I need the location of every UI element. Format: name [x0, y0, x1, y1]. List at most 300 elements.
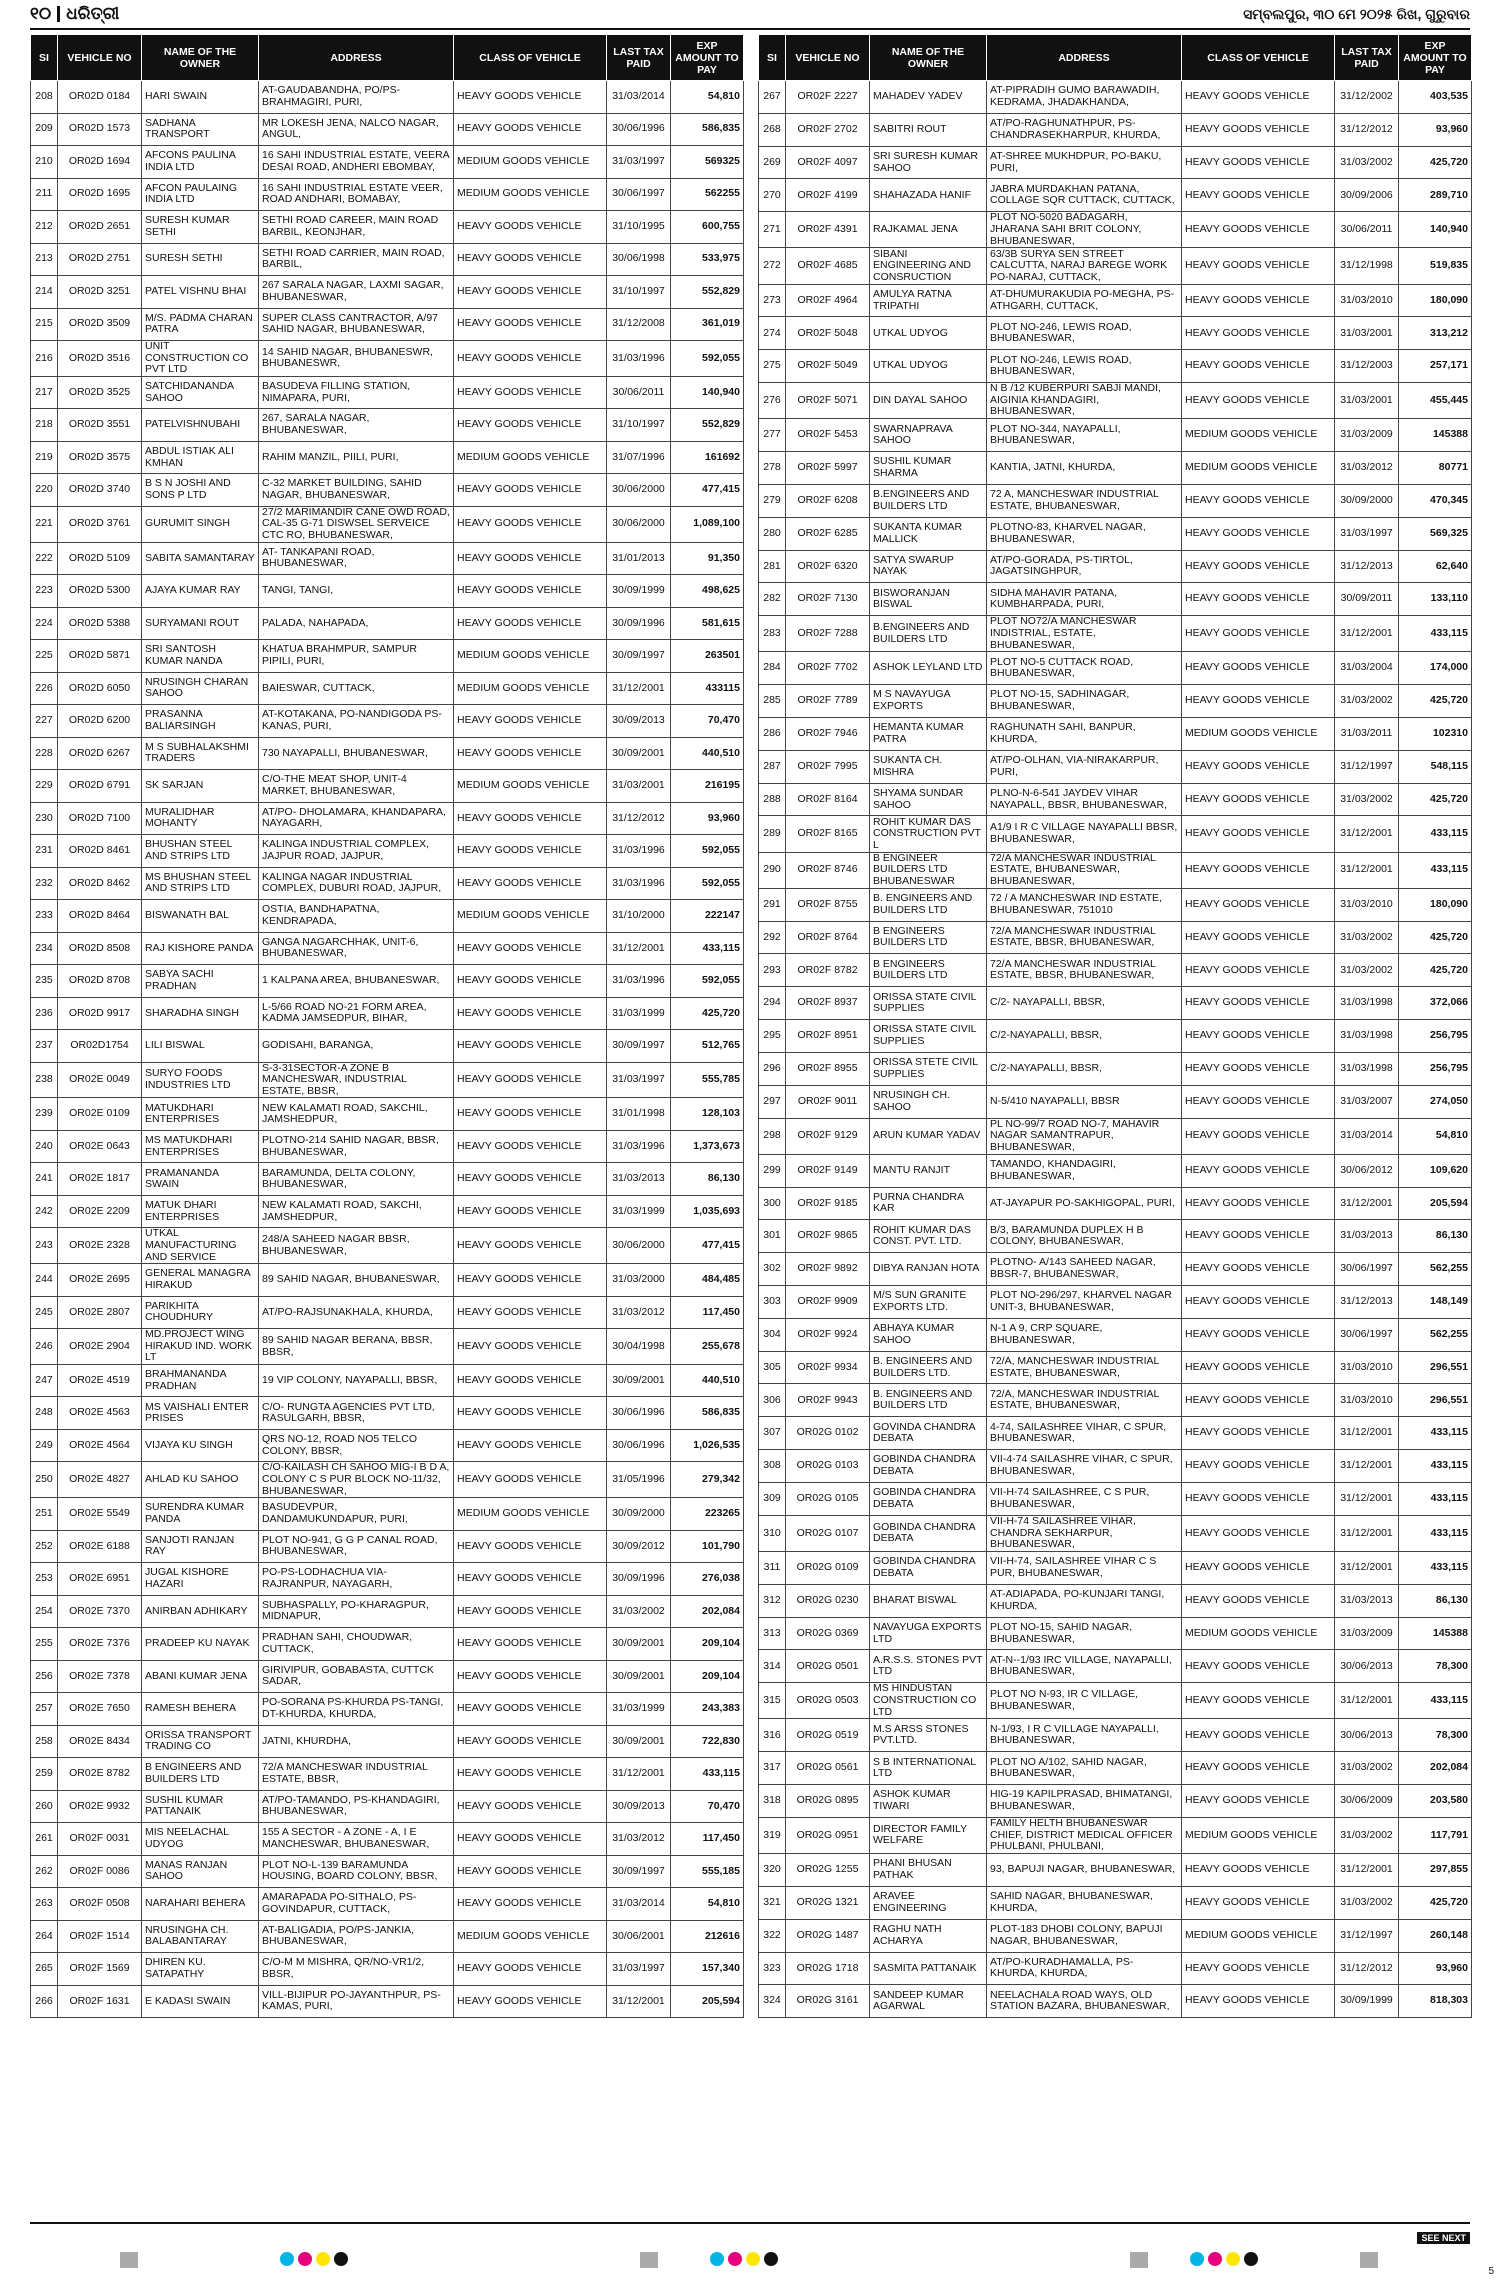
cell-owner-name: GOBINDA CHANDRA DEBATA — [870, 1515, 987, 1551]
cell-address: KHATUA BRAHMPUR, SAMPUR PIPILI, PURI, — [259, 640, 454, 673]
cell-vehicle-class: HEAVY GOODS VEHICLE — [1182, 317, 1335, 350]
cell-si: 257 — [31, 1693, 58, 1726]
cell-vehicle-no: OR02G 0369 — [786, 1617, 870, 1650]
cell-last-tax-paid: 31/12/2008 — [607, 308, 671, 341]
cell-last-tax-paid: 31/03/2002 — [1335, 954, 1399, 987]
table-row — [31, 867, 744, 900]
cell-last-tax-paid: 31/03/1998 — [1335, 1020, 1399, 1053]
footer-rule — [30, 2222, 1470, 2224]
cell-exp-amount: 586,835 — [671, 1397, 744, 1430]
cell-exp-amount: 470,345 — [1399, 484, 1472, 517]
table-row — [759, 852, 1472, 888]
cell-owner-name: SUKANTA CH. MISHRA — [870, 750, 987, 783]
cell-si: 251 — [31, 1498, 58, 1531]
cell-vehicle-class: HEAVY GOODS VEHICLE — [454, 211, 607, 244]
cell-address: OSTIA, BANDHAPATNA, KENDRAPADA, — [259, 900, 454, 933]
cell-si: 311 — [759, 1551, 786, 1584]
table-row — [31, 1693, 744, 1726]
cell-exp-amount: 80771 — [1399, 452, 1472, 485]
table-row — [759, 1020, 1472, 1053]
table-row — [759, 1886, 1472, 1919]
cell-address: AT/PO-RAJSUNAKHALA, KHURDA, — [259, 1296, 454, 1329]
cell-vehicle-class: HEAVY GOODS VEHICLE — [1182, 1752, 1335, 1785]
cell-vehicle-no: OR02F 8951 — [786, 1020, 870, 1053]
cell-last-tax-paid: 31/03/2002 — [1335, 783, 1399, 816]
cell-exp-amount: 433,115 — [1399, 816, 1472, 852]
cell-owner-name: M S SUBHALAKSHMI TRADERS — [142, 737, 259, 770]
cell-last-tax-paid: 31/12/1998 — [1335, 248, 1399, 284]
cell-vehicle-no: OR02D 6200 — [58, 705, 142, 738]
cell-owner-name: MIS NEELACHAL UDYOG — [142, 1823, 259, 1856]
cell-vehicle-no: OR02E 8434 — [58, 1725, 142, 1758]
table-row — [31, 1953, 744, 1986]
cell-last-tax-paid: 30/06/2011 — [607, 376, 671, 409]
cell-address: SUBHASPALLY, PO-KHARAGPUR, MIDNAPUR, — [259, 1595, 454, 1628]
cell-exp-amount: 433,115 — [1399, 1551, 1472, 1584]
cell-address: PLOT NO-15, SADHINAGAR, BHUBANESWAR, — [987, 685, 1182, 718]
cell-exp-amount: 276,038 — [671, 1563, 744, 1596]
cell-si: 237 — [31, 1030, 58, 1063]
cell-si: 232 — [31, 867, 58, 900]
cell-vehicle-no: OR02D 8708 — [58, 965, 142, 998]
cell-vehicle-no: OR02D 1694 — [58, 146, 142, 179]
cell-si: 308 — [759, 1450, 786, 1483]
date-line: ସମ୍ବଲପୁର, ୩୦ ମେ ୨୦୨୫ ରିଖ, ଗୁରୁବାର — [1243, 5, 1470, 22]
cell-exp-amount: 86,130 — [1399, 1220, 1472, 1253]
cell-vehicle-no: OR02D 9917 — [58, 997, 142, 1030]
cell-address: 72/A, MANCHESWAR INDUSTRIAL ESTATE, BHUBANESWAR, — [987, 1384, 1182, 1417]
cell-exp-amount: 477,415 — [671, 474, 744, 507]
cell-last-tax-paid: 31/03/1997 — [1335, 517, 1399, 550]
cell-vehicle-class: HEAVY GOODS VEHICLE — [1182, 1785, 1335, 1818]
cell-owner-name: GOBINDA CHANDRA DEBATA — [870, 1482, 987, 1515]
cell-last-tax-paid: 31/07/1996 — [607, 441, 671, 474]
cell-vehicle-no: OR02E 2904 — [58, 1329, 142, 1365]
cell-si: 323 — [759, 1952, 786, 1985]
cell-last-tax-paid: 31/03/2013 — [607, 1163, 671, 1196]
cell-si: 267 — [759, 81, 786, 114]
cell-si: 229 — [31, 770, 58, 803]
cell-exp-amount: 70,470 — [671, 1790, 744, 1823]
cell-si: 243 — [31, 1228, 58, 1264]
cell-owner-name: NRUSINGH CH. SAHOO — [870, 1085, 987, 1118]
cell-address: BARAMUNDA, DELTA COLONY, BHUBANESWAR, — [259, 1163, 454, 1196]
cell-si: 274 — [759, 317, 786, 350]
cell-vehicle-no: OR02D 8464 — [58, 900, 142, 933]
cell-vehicle-no: OR02E 7370 — [58, 1595, 142, 1628]
cell-owner-name: PARIKHITA CHOUDHURY — [142, 1296, 259, 1329]
cell-address: JABRA MURDAKHAN PATANA, COLLAGE SQR CUTTACK, CUTTACK, — [987, 179, 1182, 212]
cell-vehicle-no: OR02E 0109 — [58, 1098, 142, 1131]
cell-exp-amount: 257,171 — [1399, 350, 1472, 383]
vehicle-tax-listing — [30, 34, 1470, 2018]
cell-last-tax-paid: 30/09/2001 — [607, 1628, 671, 1661]
cell-last-tax-paid: 31/03/2014 — [607, 1888, 671, 1921]
table-row — [759, 248, 1472, 284]
column-header: LAST TAX PAID — [607, 35, 671, 81]
cell-exp-amount: 555,185 — [671, 1855, 744, 1888]
cell-si: 301 — [759, 1220, 786, 1253]
cell-si: 260 — [31, 1790, 58, 1823]
cell-vehicle-no: OR02F 9934 — [786, 1351, 870, 1384]
cell-owner-name: BRAHMANANDA PRADHAN — [142, 1364, 259, 1397]
gray-swatch — [120, 2252, 138, 2268]
cell-si: 276 — [759, 383, 786, 419]
cell-vehicle-no: OR02E 2328 — [58, 1228, 142, 1264]
table-row — [31, 441, 744, 474]
cell-owner-name: GURUMIT SINGH — [142, 506, 259, 542]
cell-si: 296 — [759, 1052, 786, 1085]
cell-address: BASUDEVPUR, DANDAMUKUNDAPUR, PURI, — [259, 1498, 454, 1531]
cell-last-tax-paid: 31/03/2012 — [607, 1823, 671, 1856]
cell-last-tax-paid: 31/03/1996 — [607, 835, 671, 868]
cell-exp-amount: 174,000 — [1399, 652, 1472, 685]
cell-vehicle-no: OR02G 0105 — [786, 1482, 870, 1515]
table-row — [759, 1584, 1472, 1617]
cell-vehicle-no: OR02F 1569 — [58, 1953, 142, 1986]
cell-si: 317 — [759, 1752, 786, 1785]
cell-owner-name: UTKAL UDYOG — [870, 317, 987, 350]
table-row — [759, 212, 1472, 248]
cell-exp-amount: 102310 — [1399, 717, 1472, 750]
table-row — [31, 341, 744, 377]
cell-exp-amount: 140,940 — [1399, 212, 1472, 248]
cell-exp-amount: 552,829 — [671, 276, 744, 309]
cell-last-tax-paid: 30/06/1996 — [607, 113, 671, 146]
cell-address: 72/A MANCHESWAR INDUSTRIAL ESTATE, BBSR, BHUBANESWAR, — [987, 921, 1182, 954]
table-row — [759, 419, 1472, 452]
cell-owner-name: DIRECTOR FAMILY WELFARE — [870, 1817, 987, 1853]
cell-last-tax-paid: 31/03/2000 — [607, 1264, 671, 1297]
cell-last-tax-paid: 31/03/2014 — [607, 81, 671, 114]
cell-vehicle-no: OR02F 6320 — [786, 550, 870, 583]
cell-owner-name: BISWORANJAN BISWAL — [870, 583, 987, 616]
cell-exp-amount: 433115 — [671, 672, 744, 705]
cell-vehicle-class: HEAVY GOODS VEHICLE — [1182, 1052, 1335, 1085]
cell-vehicle-no: OR02E 4519 — [58, 1364, 142, 1397]
cell-si: 289 — [759, 816, 786, 852]
cell-owner-name: B ENGINEERS BUILDERS LTD — [870, 921, 987, 954]
cell-vehicle-class: HEAVY GOODS VEHICLE — [1182, 1719, 1335, 1752]
cell-si: 318 — [759, 1785, 786, 1818]
cell-si: 254 — [31, 1595, 58, 1628]
column-header: ADDRESS — [259, 35, 454, 81]
cell-exp-amount: 361,019 — [671, 308, 744, 341]
cell-vehicle-class: HEAVY GOODS VEHICLE — [1182, 484, 1335, 517]
table-row — [759, 1318, 1472, 1351]
table-row — [759, 1752, 1472, 1785]
cell-vehicle-class: HEAVY GOODS VEHICLE — [454, 575, 607, 608]
cell-si: 234 — [31, 932, 58, 965]
cell-last-tax-paid: 31/12/2001 — [1335, 1683, 1399, 1719]
cell-vehicle-class: HEAVY GOODS VEHICLE — [1182, 1220, 1335, 1253]
cell-owner-name: DIBYA RANJAN HOTA — [870, 1253, 987, 1286]
cell-last-tax-paid: 31/03/2009 — [1335, 419, 1399, 452]
cell-owner-name: NRUSINGHA CH. BALABANTARAY — [142, 1920, 259, 1953]
table-row — [759, 1617, 1472, 1650]
cell-vehicle-no: OR02E 2695 — [58, 1264, 142, 1297]
cell-last-tax-paid: 30/09/2013 — [607, 705, 671, 738]
cell-si: 245 — [31, 1296, 58, 1329]
cell-owner-name: MATUK DHARI ENTERPRISES — [142, 1195, 259, 1228]
cell-vehicle-class: HEAVY GOODS VEHICLE — [1182, 113, 1335, 146]
cell-last-tax-paid: 30/09/2000 — [607, 1498, 671, 1531]
cell-owner-name: NAVAYUGA EXPORTS LTD — [870, 1617, 987, 1650]
table-row — [31, 1855, 744, 1888]
cell-si: 213 — [31, 243, 58, 276]
cell-last-tax-paid: 31/12/2001 — [607, 932, 671, 965]
cell-si: 293 — [759, 954, 786, 987]
cell-si: 309 — [759, 1482, 786, 1515]
cell-exp-amount: 512,765 — [671, 1030, 744, 1063]
cell-address: 19 VIP COLONY, NAYAPALLI, BBSR, — [259, 1364, 454, 1397]
cell-vehicle-no: OR02G 0561 — [786, 1752, 870, 1785]
cell-last-tax-paid: 30/06/2001 — [607, 1920, 671, 1953]
table-row — [759, 179, 1472, 212]
cell-vehicle-no: OR02G 0102 — [786, 1417, 870, 1450]
cell-exp-amount: 425,720 — [1399, 921, 1472, 954]
cell-owner-name: SASMITA PATTANAIK — [870, 1952, 987, 1985]
table-row — [31, 1296, 744, 1329]
cell-exp-amount: 86,130 — [1399, 1584, 1472, 1617]
cell-vehicle-class: HEAVY GOODS VEHICLE — [1182, 1417, 1335, 1450]
cell-si: 233 — [31, 900, 58, 933]
gray-swatch — [1360, 2252, 1378, 2268]
cell-address: N B /12 KUBERPURI SABJI MANDI, AIGINIA KHANDAGIRI, BHUBANESWAR, — [987, 383, 1182, 419]
cell-vehicle-no: OR02F 8937 — [786, 987, 870, 1020]
cell-owner-name: SABYA SACHI PRADHAN — [142, 965, 259, 998]
table-row — [31, 1823, 744, 1856]
table-row — [31, 770, 744, 803]
cell-last-tax-paid: 30/06/2011 — [1335, 212, 1399, 248]
table-row — [759, 1052, 1472, 1085]
cell-vehicle-class: HEAVY GOODS VEHICLE — [454, 1628, 607, 1661]
cell-exp-amount: 289,710 — [1399, 179, 1472, 212]
cell-si: 247 — [31, 1364, 58, 1397]
cell-last-tax-paid: 31/03/2002 — [1335, 685, 1399, 718]
cell-vehicle-class: HEAVY GOODS VEHICLE — [1182, 783, 1335, 816]
cell-si: 241 — [31, 1163, 58, 1196]
cell-owner-name: MS HINDUSTAN CONSTRUCTION CO LTD — [870, 1683, 987, 1719]
cell-last-tax-paid: 30/04/1998 — [607, 1329, 671, 1365]
cell-last-tax-paid: 31/12/2001 — [1335, 1187, 1399, 1220]
cell-last-tax-paid: 30/09/2013 — [607, 1790, 671, 1823]
cell-address: FAMILY HELTH BHUBANESWAR CHIEF, DISTRICT MEDICAL OFFICER PHULBANI, PHULBANI, — [987, 1817, 1182, 1853]
cell-address: AT- TANKAPANI ROAD, BHUBANESWAR, — [259, 542, 454, 575]
table-row — [31, 211, 744, 244]
cell-address: GIRIVIPUR, GOBABASTA, CUTTCK SADAR, — [259, 1660, 454, 1693]
cell-vehicle-no: OR02F 5048 — [786, 317, 870, 350]
cell-exp-amount: 117,450 — [671, 1823, 744, 1856]
table-row — [759, 1253, 1472, 1286]
cell-si: 214 — [31, 276, 58, 309]
cell-last-tax-paid: 31/03/1996 — [607, 1130, 671, 1163]
table-row — [31, 1228, 744, 1264]
cell-si: 225 — [31, 640, 58, 673]
cell-owner-name: MS MATUKDHARI ENTERPRISES — [142, 1130, 259, 1163]
cell-exp-amount: 433,115 — [1399, 616, 1472, 652]
cell-vehicle-class: HEAVY GOODS VEHICLE — [1182, 550, 1335, 583]
cell-exp-amount: 279,342 — [671, 1462, 744, 1498]
table-row — [31, 1462, 744, 1498]
cell-vehicle-class: HEAVY GOODS VEHICLE — [1182, 212, 1335, 248]
cell-vehicle-class: HEAVY GOODS VEHICLE — [1182, 1650, 1335, 1683]
cell-si: 313 — [759, 1617, 786, 1650]
cell-exp-amount: 562,255 — [1399, 1253, 1472, 1286]
cell-exp-amount: 425,720 — [671, 997, 744, 1030]
cell-address: AT-DHUMURAKUDIA PO-MEGHA, PS-ATHGARH, CUTTACK, — [987, 284, 1182, 317]
cell-vehicle-class: HEAVY GOODS VEHICLE — [1182, 179, 1335, 212]
cell-vehicle-no: OR02D 8462 — [58, 867, 142, 900]
cell-exp-amount: 592,055 — [671, 835, 744, 868]
cell-owner-name: PATEL VISHNU BHAI — [142, 276, 259, 309]
cell-owner-name: MURALIDHAR MOHANTY — [142, 802, 259, 835]
cell-vehicle-no: OR02E 8782 — [58, 1758, 142, 1791]
cell-owner-name: SANDEEP KUMAR AGARWAL — [870, 1985, 987, 2018]
column-header: ADDRESS — [987, 35, 1182, 81]
cell-last-tax-paid: 31/03/2010 — [1335, 284, 1399, 317]
cell-vehicle-class: HEAVY GOODS VEHICLE — [454, 1329, 607, 1365]
cell-si: 300 — [759, 1187, 786, 1220]
cell-address: QRS NO-12, ROAD NO5 TELCO COLONY, BBSR, — [259, 1429, 454, 1462]
cell-last-tax-paid: 31/03/1997 — [607, 146, 671, 179]
cell-address: AT-BALIGADIA, PO/PS-JANKIA, BHUBANESWAR, — [259, 1920, 454, 1953]
cell-last-tax-paid: 31/12/2013 — [1335, 550, 1399, 583]
cell-vehicle-no: OR02D 8508 — [58, 932, 142, 965]
cell-last-tax-paid: 31/03/2013 — [1335, 1220, 1399, 1253]
cell-vehicle-no: OR02D 5871 — [58, 640, 142, 673]
cell-si: 216 — [31, 341, 58, 377]
cell-vehicle-no: OR02F 0031 — [58, 1823, 142, 1856]
cell-last-tax-paid: 31/12/2001 — [1335, 1515, 1399, 1551]
cell-address: 72 A, MANCHESWAR INDUSTRIAL ESTATE, BHUBANESWAR, — [987, 484, 1182, 517]
cell-last-tax-paid: 30/06/1997 — [1335, 1253, 1399, 1286]
cell-address: C/O-M M MISHRA, QR/NO-VR1/2, BBSR, — [259, 1953, 454, 1986]
sheet-number: 5 — [1488, 2266, 1494, 2277]
cell-address: NEELACHALA ROAD WAYS, OLD STATION BAZARA, BHUBANESWAR, — [987, 1985, 1182, 2018]
cell-si: 235 — [31, 965, 58, 998]
cell-si: 288 — [759, 783, 786, 816]
cell-owner-name: MANAS RANJAN SAHOO — [142, 1855, 259, 1888]
cell-vehicle-class: HEAVY GOODS VEHICLE — [1182, 1318, 1335, 1351]
header-rule — [30, 28, 1470, 30]
cell-exp-amount: 117,791 — [1399, 1817, 1472, 1853]
table-row — [31, 1397, 744, 1430]
cell-vehicle-no: OR02F 8755 — [786, 888, 870, 921]
table-row — [759, 517, 1472, 550]
cell-vehicle-class: HEAVY GOODS VEHICLE — [1182, 1351, 1335, 1384]
cell-last-tax-paid: 31/10/1997 — [607, 276, 671, 309]
cell-exp-amount: 54,810 — [671, 1888, 744, 1921]
cell-last-tax-paid: 31/03/2001 — [607, 770, 671, 803]
cell-last-tax-paid: 31/12/2001 — [1335, 616, 1399, 652]
cell-vehicle-class: HEAVY GOODS VEHICLE — [454, 1823, 607, 1856]
table-row — [759, 888, 1472, 921]
cell-si: 220 — [31, 474, 58, 507]
column-header: CLASS OF VEHICLE — [1182, 35, 1335, 81]
cell-vehicle-no: OR02E 4564 — [58, 1429, 142, 1462]
cell-owner-name: B ENGINEERS AND BUILDERS LTD — [142, 1758, 259, 1791]
column-header: NAME OF THE OWNER — [870, 35, 987, 81]
cell-vehicle-class: HEAVY GOODS VEHICLE — [454, 1563, 607, 1596]
cell-address: PLOT NO-941, G G P CANAL ROAD, BHUBANESWAR, — [259, 1530, 454, 1563]
table-row — [759, 284, 1472, 317]
cell-vehicle-class: HEAVY GOODS VEHICLE — [1182, 1482, 1335, 1515]
cell-owner-name: SANJOTI RANJAN RAY — [142, 1530, 259, 1563]
cell-address: PO-SORANA PS-KHURDA PS-TANGI, DT-KHURDA, KHURDA, — [259, 1693, 454, 1726]
table-row — [31, 1030, 744, 1063]
page-footer — [30, 2232, 1470, 2272]
cell-si: 315 — [759, 1683, 786, 1719]
cell-address: 1 KALPANA AREA, BHUBANESWAR, — [259, 965, 454, 998]
cell-owner-name: BISWANATH BAL — [142, 900, 259, 933]
cell-owner-name: HEMANTA KUMAR PATRA — [870, 717, 987, 750]
cell-exp-amount: 425,720 — [1399, 954, 1472, 987]
table-row — [759, 1952, 1472, 1985]
cell-vehicle-no: OR02F 5453 — [786, 419, 870, 452]
cell-exp-amount: 455,445 — [1399, 383, 1472, 419]
cell-vehicle-class: HEAVY GOODS VEHICLE — [454, 1264, 607, 1297]
cell-last-tax-paid: 31/12/2001 — [1335, 1482, 1399, 1515]
cell-vehicle-class: HEAVY GOODS VEHICLE — [1182, 146, 1335, 179]
column-header: NAME OF THE OWNER — [142, 35, 259, 81]
cell-last-tax-paid: 30/09/1997 — [607, 1855, 671, 1888]
table-row — [759, 921, 1472, 954]
cell-exp-amount: 1,089,100 — [671, 506, 744, 542]
table-row — [31, 1595, 744, 1628]
cell-si: 231 — [31, 835, 58, 868]
cell-owner-name: SURENDRA KUMAR PANDA — [142, 1498, 259, 1531]
cell-si: 261 — [31, 1823, 58, 1856]
cell-exp-amount: 592,055 — [671, 965, 744, 998]
table-row — [31, 932, 744, 965]
cell-exp-amount: 209,104 — [671, 1660, 744, 1693]
cell-address: C-32 MARKET BUILDING, SAHID NAGAR, BHUBANESWAR, — [259, 474, 454, 507]
cell-owner-name: UTKAL MANUFACTURING AND SERVICE — [142, 1228, 259, 1264]
table-row — [31, 506, 744, 542]
magenta-dot — [1208, 2252, 1222, 2266]
cell-si: 240 — [31, 1130, 58, 1163]
cell-last-tax-paid: 30/06/1998 — [607, 243, 671, 276]
cell-si: 284 — [759, 652, 786, 685]
cell-si: 319 — [759, 1817, 786, 1853]
cell-vehicle-no: OR02D 3525 — [58, 376, 142, 409]
cell-vehicle-no: OR02G 0501 — [786, 1650, 870, 1683]
cyan-dot — [1190, 2252, 1204, 2266]
cell-vehicle-class: HEAVY GOODS VEHICLE — [1182, 383, 1335, 419]
cell-owner-name: SWARNAPRAVA SAHOO — [870, 419, 987, 452]
cell-exp-amount: 581,615 — [671, 607, 744, 640]
cell-vehicle-no: OR02F 4391 — [786, 212, 870, 248]
cell-vehicle-class: HEAVY GOODS VEHICLE — [454, 1228, 607, 1264]
cell-exp-amount: 1,026,535 — [671, 1429, 744, 1462]
cell-vehicle-class: HEAVY GOODS VEHICLE — [454, 607, 607, 640]
table-row — [759, 783, 1472, 816]
cell-owner-name: HARI SWAIN — [142, 81, 259, 114]
cell-owner-name: AJAYA KUMAR RAY — [142, 575, 259, 608]
cell-last-tax-paid: 31/12/2003 — [1335, 350, 1399, 383]
cell-exp-amount: 223265 — [671, 1498, 744, 1531]
cell-vehicle-no: OR02G 0103 — [786, 1450, 870, 1483]
cell-owner-name: SABITRI ROUT — [870, 113, 987, 146]
color-dots-right — [1190, 2252, 1258, 2266]
column-header: SI — [31, 35, 58, 81]
cell-si: 295 — [759, 1020, 786, 1053]
cell-owner-name: ORISSA STATE CIVIL SUPPLIES — [870, 987, 987, 1020]
cell-si: 306 — [759, 1384, 786, 1417]
cell-last-tax-paid: 31/03/2010 — [1335, 888, 1399, 921]
cell-si: 230 — [31, 802, 58, 835]
